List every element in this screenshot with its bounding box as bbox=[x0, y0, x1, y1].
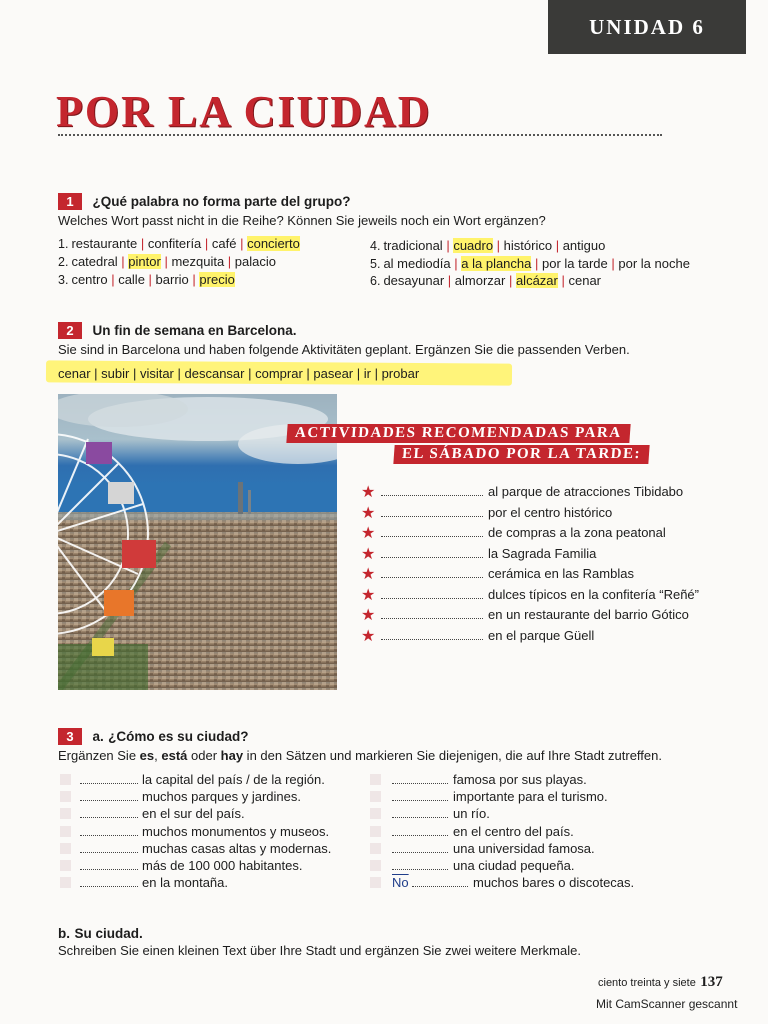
subtitle-part: es bbox=[139, 748, 155, 763]
blank-line bbox=[392, 791, 448, 801]
activities-banner-line1: ACTIVIDADES RECOMENDADAS PARA bbox=[287, 424, 630, 443]
blank-line bbox=[392, 843, 448, 853]
row-number: 2. bbox=[58, 255, 69, 269]
checkbox[interactable] bbox=[370, 843, 381, 854]
verb-separator: | bbox=[353, 366, 364, 381]
word-option: tradicional bbox=[383, 238, 443, 253]
blank-line bbox=[381, 548, 483, 558]
star-icon: ★ bbox=[361, 586, 376, 604]
blank-line bbox=[381, 486, 483, 496]
word-separator: | bbox=[557, 273, 569, 288]
blank-line bbox=[381, 630, 483, 640]
verb-option: probar bbox=[381, 366, 420, 381]
blank-line bbox=[392, 808, 448, 818]
checkbox[interactable] bbox=[60, 860, 71, 871]
word-option: centro bbox=[71, 272, 108, 287]
word-option: precio bbox=[199, 272, 235, 287]
blank-line bbox=[381, 568, 483, 578]
title-divider bbox=[58, 134, 662, 136]
page-number: 137 bbox=[700, 974, 723, 990]
sentence-text: una universidad famosa. bbox=[453, 840, 595, 856]
word-row bbox=[58, 236, 300, 251]
word-separator: | bbox=[188, 272, 200, 287]
verb-separator: | bbox=[370, 366, 382, 381]
word-separator: | bbox=[531, 256, 542, 271]
checkbox[interactable] bbox=[370, 808, 381, 819]
activity-text: la Sagrada Familia bbox=[488, 545, 597, 561]
word-separator: | bbox=[201, 236, 212, 251]
word-separator: | bbox=[137, 236, 148, 251]
word-option: por la tarde bbox=[542, 256, 608, 271]
sentence-text: muchos parques y jardines. bbox=[142, 789, 301, 805]
sentence-text: muchas casas altas y modernas. bbox=[142, 840, 332, 856]
verb-separator: | bbox=[90, 366, 102, 381]
word-option: a la plancha bbox=[461, 256, 532, 271]
star-icon: ★ bbox=[361, 484, 376, 501]
activity-text: dulces típicos en la confitería “Reñé” bbox=[488, 586, 699, 602]
row-number: 3. bbox=[58, 273, 69, 287]
word-separator: | bbox=[493, 238, 504, 253]
verb-option: visitar bbox=[139, 366, 174, 381]
star-icon: ★ bbox=[361, 607, 376, 624]
activity-text: al parque de atracciones Tibidabo bbox=[488, 484, 684, 499]
sentence-text: muchos bares o discotecas. bbox=[473, 875, 635, 891]
ex3-part-a-label: a. bbox=[92, 729, 104, 744]
ex2-subtitle: Sie sind in Barcelona und haben folgende Aktivitäten geplant. Ergänzen Sie die passenden Verben. bbox=[58, 342, 630, 357]
subtitle-part: está bbox=[161, 748, 188, 763]
filled-answer: $\overline{No}$ bbox=[392, 875, 409, 891]
activities-banner-line2: EL SÁBADO POR LA TARDE: bbox=[394, 445, 649, 464]
activity-text: cerámica en las Ramblas bbox=[488, 566, 634, 581]
ex1-heading bbox=[58, 193, 350, 211]
word-option: café bbox=[211, 236, 237, 251]
word-separator: | bbox=[117, 254, 129, 269]
word-option: mezquita bbox=[171, 254, 225, 269]
sentence-text: más de 100 000 habitantes. bbox=[142, 858, 303, 873]
verb-option: cenar bbox=[58, 366, 91, 381]
scanner-watermark: Mit CamScanner gescannt bbox=[596, 997, 738, 1011]
ex2-heading bbox=[58, 322, 297, 340]
checkbox[interactable] bbox=[60, 808, 71, 819]
checkbox[interactable] bbox=[370, 826, 381, 837]
ex3b-label: b. bbox=[58, 926, 70, 941]
word-option: por la noche bbox=[618, 256, 690, 271]
blank-line bbox=[381, 609, 483, 619]
ex3b-title: Su ciudad. bbox=[74, 926, 143, 941]
verb-separator: | bbox=[173, 366, 185, 381]
blank-line bbox=[80, 860, 138, 870]
row-number: 1. bbox=[58, 237, 69, 251]
verb-option: pasear bbox=[313, 366, 354, 381]
word-separator: | bbox=[505, 273, 516, 288]
blank-line bbox=[392, 826, 448, 836]
blank-line bbox=[80, 826, 138, 836]
verb-option: descansar bbox=[184, 366, 245, 381]
word-row bbox=[58, 272, 235, 287]
ex3b-subtitle: Schreiben Sie einen kleinen Text über Ihre Stadt und ergänzen Sie zwei weitere Merkmale. bbox=[58, 943, 581, 958]
row-number: 5. bbox=[370, 257, 381, 271]
subtitle-part: oder bbox=[187, 748, 221, 763]
verb-option: comprar bbox=[255, 366, 303, 381]
checkbox[interactable] bbox=[370, 791, 381, 802]
verb-option: subir bbox=[101, 366, 130, 381]
unit-label: UNIDAD 6 bbox=[589, 14, 705, 39]
subtitle-part: hay bbox=[220, 748, 244, 763]
ex3-title: ¿Cómo es su ciudad? bbox=[108, 729, 249, 744]
verb-separator: | bbox=[244, 366, 256, 381]
word-separator: | bbox=[144, 272, 156, 287]
word-row bbox=[370, 256, 690, 271]
word-separator: | bbox=[236, 236, 248, 251]
activity-text: en un restaurante del barrio Gótico bbox=[488, 607, 689, 622]
sentence-text: en el sur del país. bbox=[142, 806, 245, 822]
ex3-heading bbox=[58, 728, 248, 746]
word-separator: | bbox=[442, 238, 454, 253]
subtitle-part: Ergänzen Sie bbox=[58, 748, 140, 763]
checkbox[interactable] bbox=[370, 860, 381, 871]
word-row bbox=[58, 254, 276, 269]
sentence-text: un río. bbox=[453, 806, 490, 822]
verb-separator: | bbox=[129, 366, 140, 381]
ex3-number-badge: 3 bbox=[58, 728, 82, 745]
checkbox[interactable] bbox=[370, 774, 381, 785]
sentence-text: una ciudad pequeña. bbox=[453, 858, 575, 873]
word-option: confitería bbox=[147, 236, 202, 251]
activity-text: en el parque Güell bbox=[488, 627, 595, 643]
word-separator: | bbox=[444, 273, 455, 288]
page-title: POR LA CIUDAD bbox=[56, 87, 432, 136]
star-icon: ★ bbox=[361, 627, 376, 645]
blank-line bbox=[381, 507, 483, 517]
word-separator: | bbox=[107, 272, 119, 287]
unit-tab bbox=[548, 0, 746, 54]
ex1-subtitle: Welches Wort passt nicht in die Reihe? Können Sie jeweils noch ein Wort ergänzen? bbox=[58, 213, 546, 228]
star-icon: ★ bbox=[361, 525, 376, 542]
blank-line bbox=[80, 808, 138, 818]
verb-separator: | bbox=[302, 366, 314, 381]
checkbox[interactable] bbox=[60, 791, 71, 802]
blank-line bbox=[80, 791, 138, 801]
subtitle-part: in den Sätzen und markieren Sie diejenigen, die auf Ihre Stadt zutreffen. bbox=[243, 748, 662, 763]
word-option: al mediodía bbox=[383, 256, 451, 271]
blank-line bbox=[80, 877, 138, 887]
sentence-text: en el centro del país. bbox=[453, 823, 574, 839]
star-icon: ★ bbox=[361, 566, 376, 583]
star-icon: ★ bbox=[361, 545, 376, 563]
ex3b-heading bbox=[58, 925, 143, 943]
ex1-number-badge: 1 bbox=[58, 193, 82, 210]
verb-list bbox=[58, 366, 419, 381]
word-option: antiguo bbox=[562, 238, 606, 253]
ex2-title: Un fin de semana en Barcelona. bbox=[92, 323, 297, 338]
checkbox[interactable] bbox=[60, 877, 71, 888]
blank-line bbox=[381, 527, 483, 537]
page-number-words: ciento treinta y siete bbox=[598, 977, 696, 989]
word-option: cenar bbox=[568, 273, 602, 288]
sentence-text: famosa por sus playas. bbox=[453, 772, 587, 787]
word-option: desayunar bbox=[383, 273, 445, 288]
subtitle-part: , bbox=[154, 748, 162, 763]
page-footer bbox=[598, 973, 723, 991]
word-option: alcázar bbox=[515, 273, 558, 288]
word-option: restaurante bbox=[71, 236, 138, 251]
sentence-text: importante para el turismo. bbox=[453, 789, 608, 805]
word-separator: | bbox=[160, 254, 172, 269]
verb-option: ir bbox=[363, 366, 371, 381]
blank-line bbox=[80, 843, 138, 853]
word-option: calle bbox=[118, 272, 145, 287]
checkbox[interactable] bbox=[370, 877, 381, 888]
row-number: 4. bbox=[370, 239, 381, 253]
word-option: almorzar bbox=[454, 273, 506, 288]
word-separator: | bbox=[607, 256, 619, 271]
ex1-title: ¿Qué palabra no forma parte del grupo? bbox=[92, 194, 351, 209]
checkbox[interactable] bbox=[60, 843, 71, 854]
word-separator: | bbox=[450, 256, 462, 271]
activity-text: de compras a la zona peatonal bbox=[488, 525, 666, 540]
word-row bbox=[370, 238, 605, 253]
word-option: barrio bbox=[155, 272, 189, 287]
word-option: catedral bbox=[71, 254, 118, 269]
word-option: concierto bbox=[247, 236, 300, 251]
checkbox[interactable] bbox=[60, 826, 71, 837]
blank-line bbox=[381, 589, 483, 599]
word-option: histórico bbox=[503, 238, 553, 253]
word-row bbox=[370, 273, 601, 288]
sentence-text: en la montaña. bbox=[142, 875, 229, 891]
blank-line bbox=[392, 860, 448, 870]
ex3-subtitle bbox=[58, 748, 662, 763]
row-number: 6. bbox=[370, 274, 381, 288]
star-icon: ★ bbox=[361, 504, 376, 522]
sentence-text: muchos monumentos y museos. bbox=[142, 823, 330, 839]
blank-line bbox=[412, 877, 468, 887]
blank-line bbox=[80, 774, 138, 784]
blank-line bbox=[392, 774, 448, 784]
activity-text: por el centro histórico bbox=[488, 504, 613, 520]
word-separator: | bbox=[552, 238, 563, 253]
sentence-text: la capital del país / de la región. bbox=[142, 772, 325, 787]
word-separator: | bbox=[224, 254, 235, 269]
word-option: cuadro bbox=[453, 238, 494, 253]
ex2-number-badge: 2 bbox=[58, 322, 82, 339]
word-option: palacio bbox=[234, 254, 276, 269]
checkbox[interactable] bbox=[60, 774, 71, 785]
word-option: pintor bbox=[128, 254, 161, 269]
